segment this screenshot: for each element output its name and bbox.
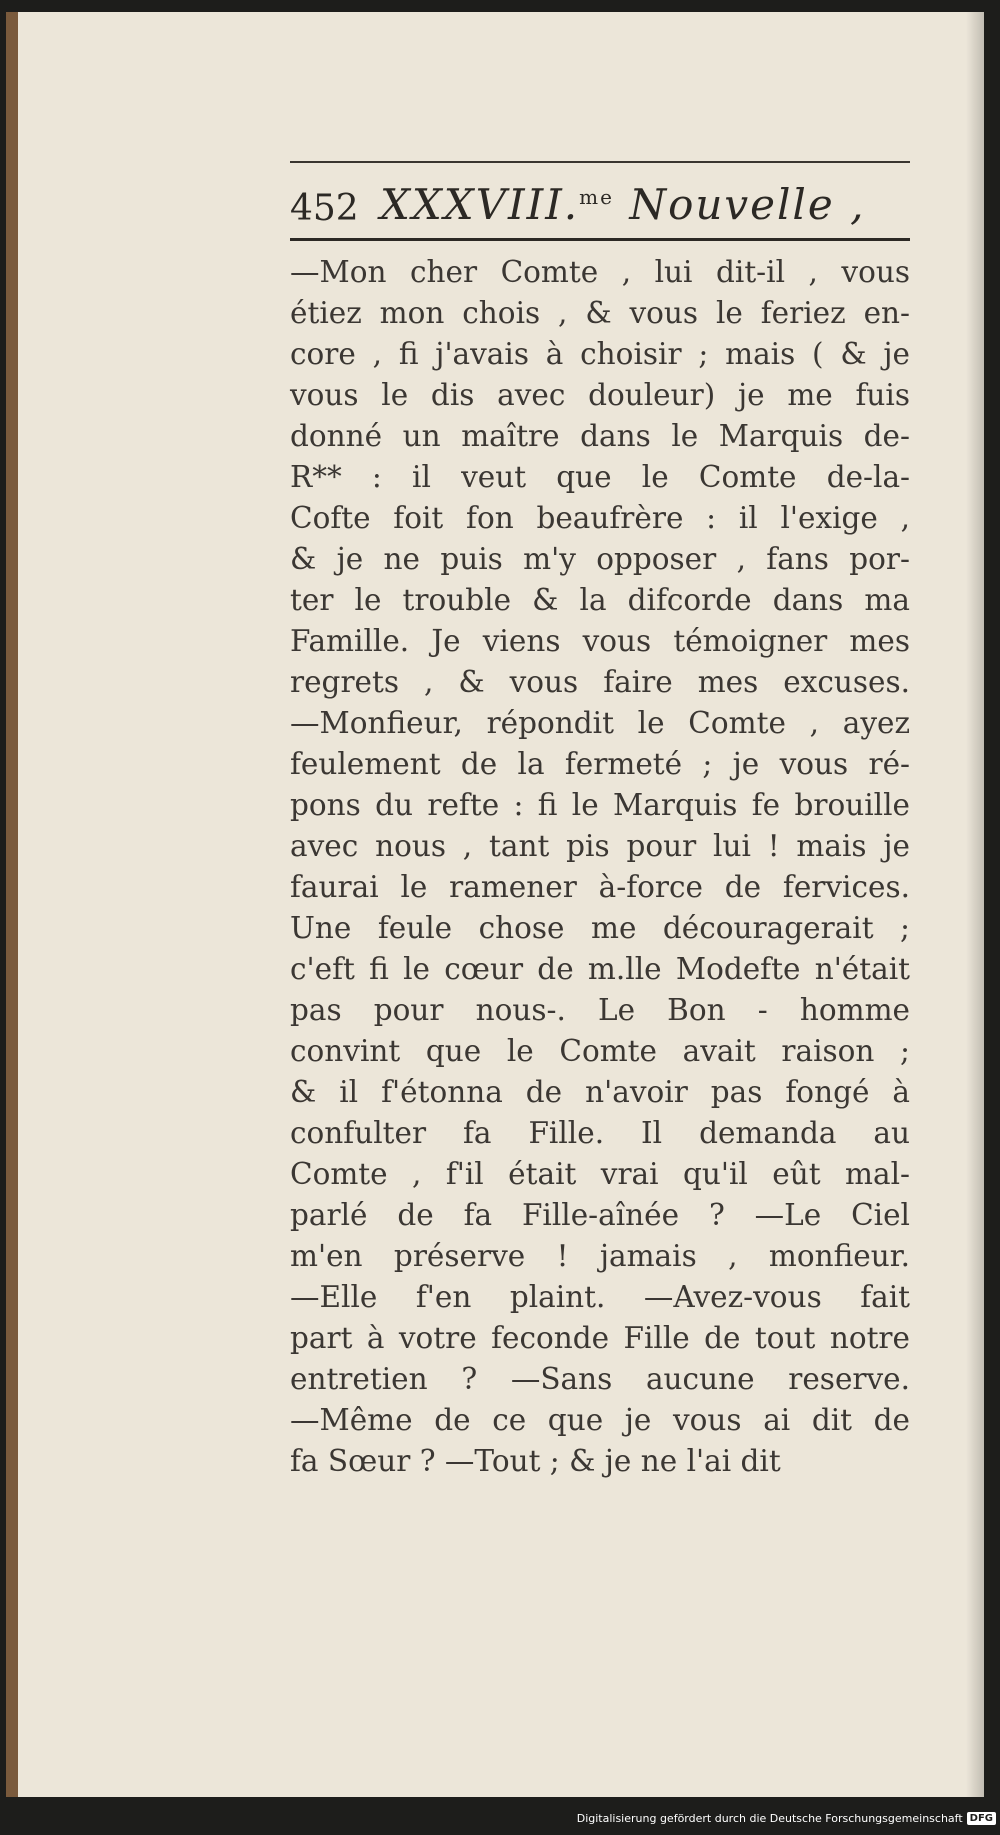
text-line: —Monfieur, répondit le Comte , ayez [290,706,910,740]
top-rule [290,161,910,163]
body-text [290,252,910,1482]
text-line: —Mon cher Comte , lui dit-il , vous [290,255,910,289]
page-number: 452 [290,188,359,229]
text-line: donné un maître dans le Marquis de- [290,419,910,453]
digitization-credit [577,1805,996,1831]
title-numeral: XXXVIII. [380,180,580,229]
text-line: c'eft fi le cœur de m.lle Modefte n'était [290,952,910,986]
text-line: pas pour nous-. Le Bon - homme [290,993,910,1027]
text-line: vous le dis avec douleur) je me fuis [290,378,910,412]
running-title [380,180,865,229]
text-line: étiez mon chois , & vous le feriez en- [290,296,910,330]
text-line: regrets , & vous faire mes excuses. [290,665,910,699]
text-line: R** : il veut que le Comte de-la- [290,460,910,494]
text-line: parlé de fa Fille-aînée ? —Le Ciel [290,1198,910,1232]
text-line: ter le trouble & la difcorde dans ma [290,583,910,617]
credit-text: Digitalisierung gefördert durch die Deutsche Forschungsgemeinschaft [576,1811,963,1825]
running-header [290,180,910,236]
text-line: core , fi j'avais à choisir ; mais ( & je [290,337,910,371]
title-suffix: me [579,185,614,209]
text-line: & je ne puis m'y opposer , fans por- [290,542,910,576]
text-line: avec nous , tant pis pour lui ! mais je [290,829,910,863]
text-line: Comte , f'il était vrai qu'il eût mal- [290,1157,910,1191]
text-line: convint que le Comte avait raison ; [290,1034,910,1068]
book-page [6,12,984,1797]
text-line: confulter fa Fille. Il demanda au [290,1116,910,1150]
text-line: feulement de la fermeté ; je vous ré- [290,747,910,781]
text-line: —Elle f'en plaint. —Avez-vous fait [290,1280,910,1314]
text-line: m'en préserve ! jamais , monfieur. [290,1239,910,1273]
title-word: Nouvelle , [629,180,866,229]
text-line: & il f'étonna de n'avoir pas fongé à [290,1075,910,1109]
text-line: faurai le ramener à-force de fervices. [290,870,910,904]
header-rule [290,238,910,241]
dfg-logo: DFG [967,1812,996,1825]
text-line: pons du refte : fi le Marquis fe brouille [290,788,910,822]
text-line: Cofte foit fon beaufrère : il l'exige , [290,501,910,535]
text-line: Une feule chose me découragerait ; [290,911,910,945]
text-line: entretien ? —Sans aucune reserve. [290,1362,910,1396]
text-line: fa Sœur ? —Tout ; & je ne l'ai dit [290,1444,781,1478]
text-line: —Même de ce que je vous ai dit de [290,1403,910,1437]
text-line: Famille. Je viens vous témoigner mes [290,624,910,658]
text-line: part à votre feconde Fille de tout notre [290,1321,910,1355]
